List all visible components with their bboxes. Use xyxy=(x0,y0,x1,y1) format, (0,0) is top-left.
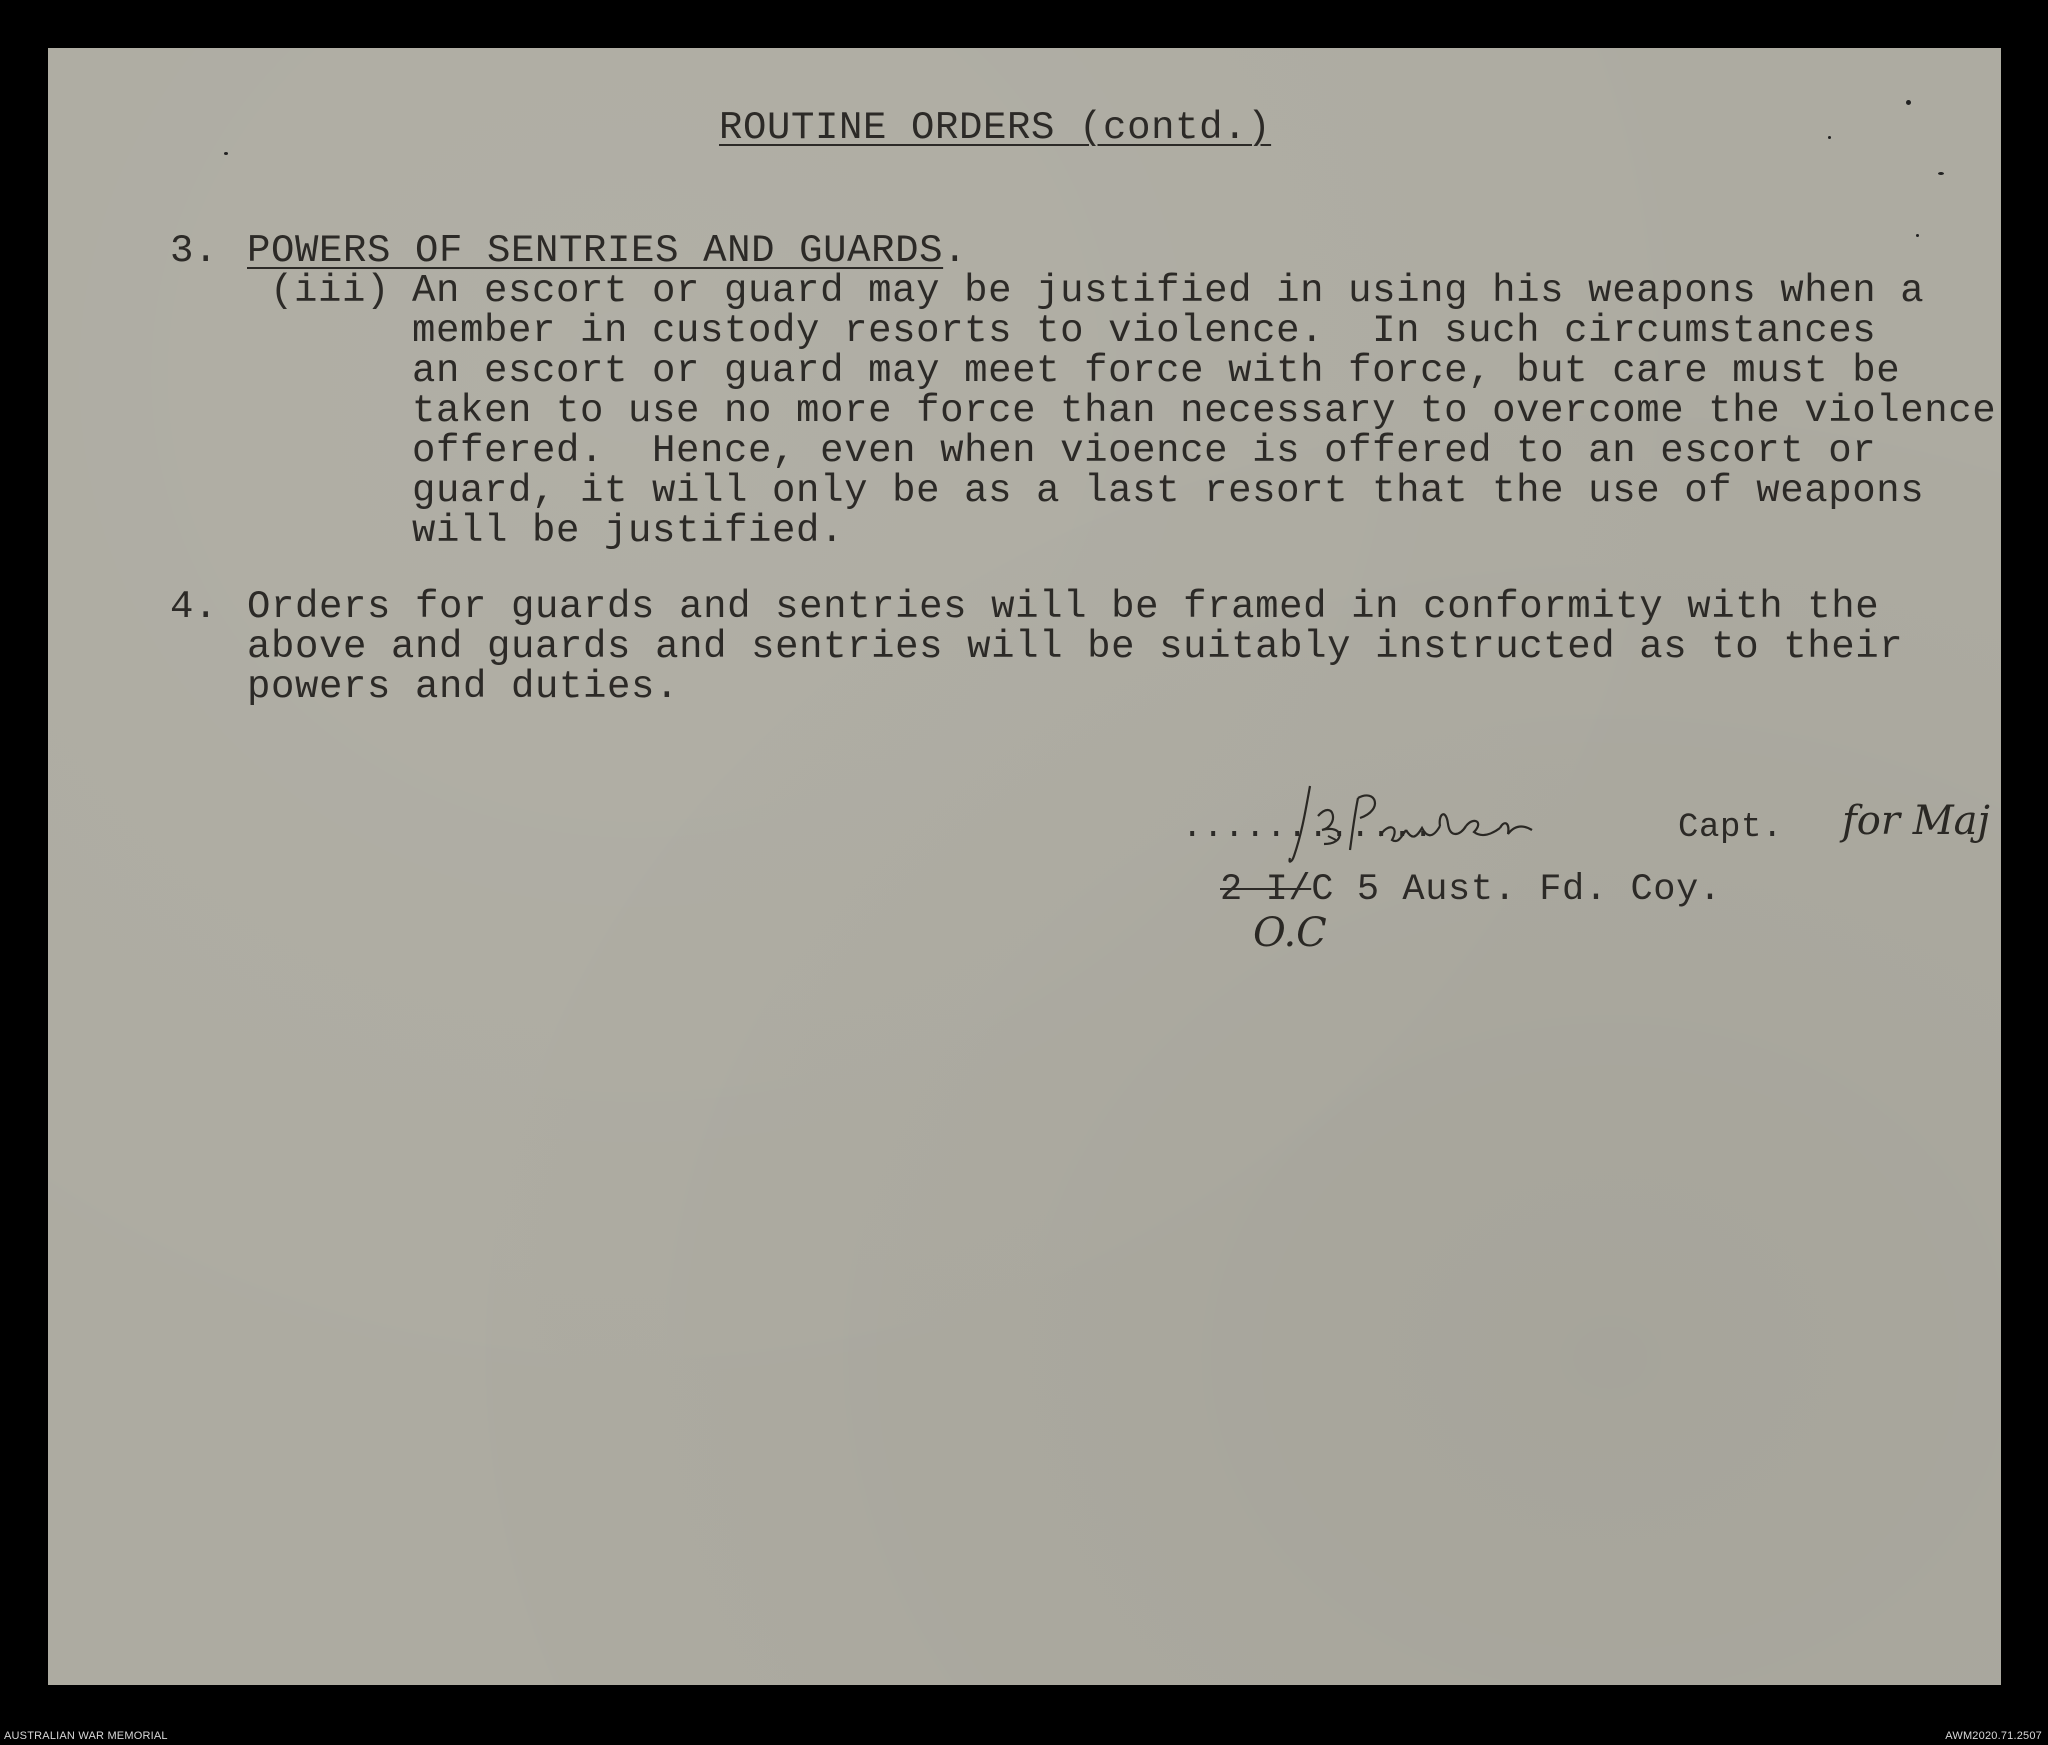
struck-out-prefix: 2 I/ xyxy=(1220,869,1312,911)
footer-accession-number: AWM2020.71.2507 xyxy=(1945,1730,2042,1742)
section-3-title-suffix: . xyxy=(943,229,968,273)
signature-dots: ............ xyxy=(1182,809,1435,847)
handwritten-signature xyxy=(1288,778,1618,868)
paper-speck xyxy=(1828,136,1831,139)
handwritten-for-major: for Maj xyxy=(1842,798,1990,844)
document-heading: ROUTINE ORDERS (contd.) xyxy=(719,106,1272,150)
section-3-title xyxy=(247,231,967,271)
paper-speck xyxy=(1916,234,1919,237)
section-3-number: 3. xyxy=(170,229,219,273)
paper-speck xyxy=(1938,172,1944,175)
footer-source-label: AUSTRALIAN WAR MEMORIAL xyxy=(4,1730,168,1742)
paper-sheet xyxy=(48,48,2001,1685)
paper-speck xyxy=(1906,100,1911,105)
section-3-title-text: POWERS OF SENTRIES AND GUARDS xyxy=(247,229,944,273)
unit-name: C 5 Aust. Fd. Coy. xyxy=(1311,869,1722,911)
subsection-iii-number: (iii) xyxy=(270,269,391,313)
handwritten-oc-correction: O.C xyxy=(1253,910,1327,956)
subsection-iii-text: An escort or guard may be justified in using his weapons when a member in custody resorts to violence. In such circumstances an escort or guard may meet force with force, but care must be taken to use no more force than necessary to overcome the violence offered. Hence, even when vioence is offered to an escort or guard, it will only be as a last resort that the use of weapons will be justified. xyxy=(412,269,1997,553)
rank-label: Capt. xyxy=(1678,809,1784,847)
paper-speck xyxy=(224,152,228,155)
section-4-number: 4. xyxy=(170,585,219,629)
section-4-text: Orders for guards and sentries will be framed in conformity with the above and guards and sentries will be suitably instructed as to their powers and duties. xyxy=(247,585,1904,709)
unit-line xyxy=(1220,870,1722,910)
